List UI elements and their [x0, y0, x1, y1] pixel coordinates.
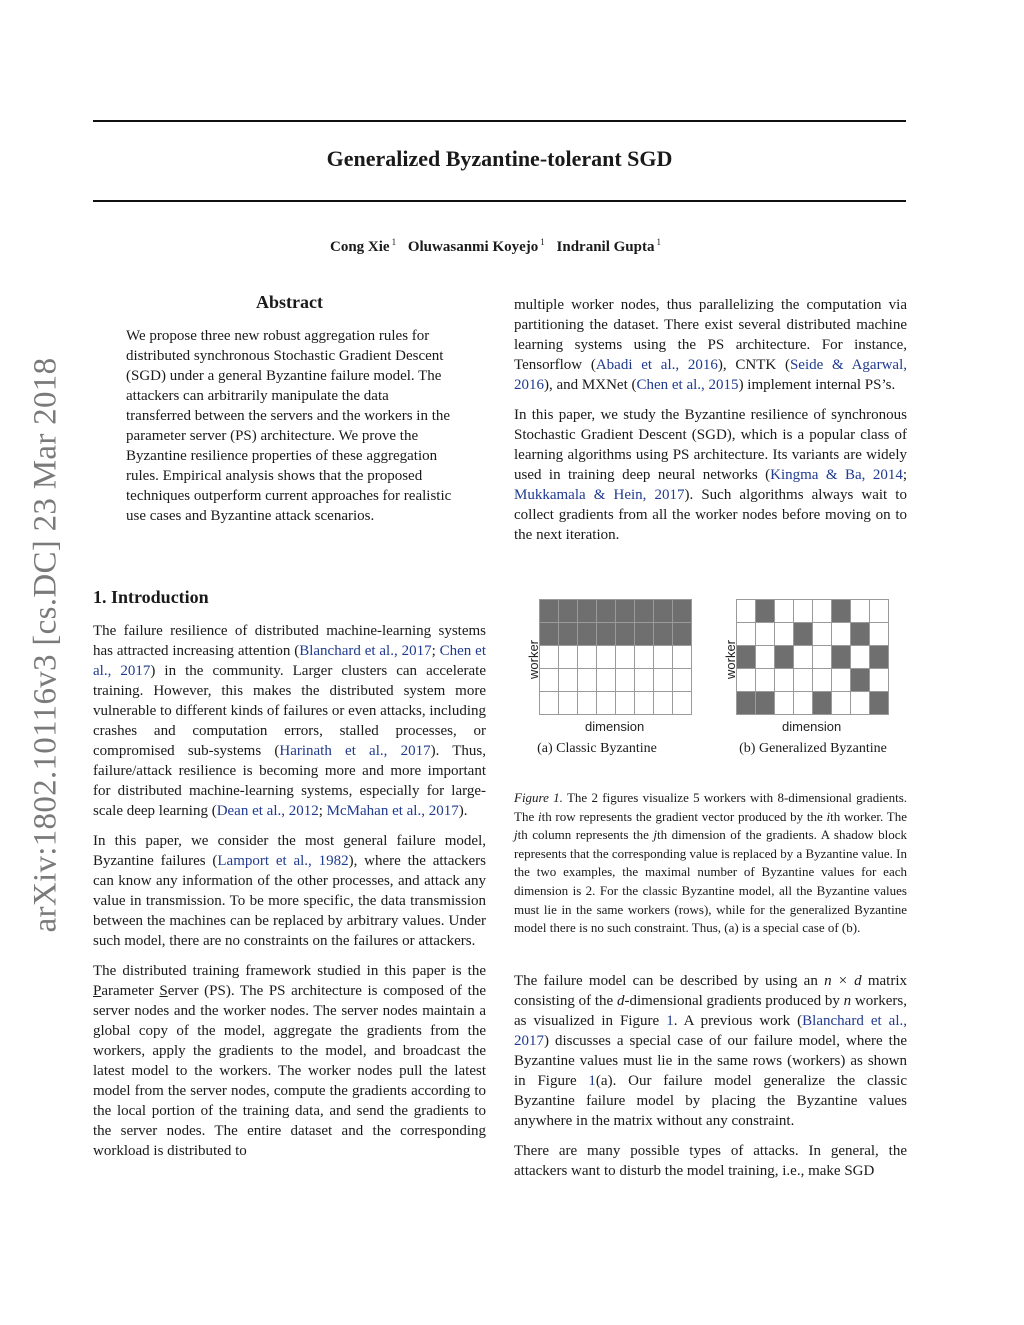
author-affiliation: 1 — [656, 237, 661, 247]
byzantine-cell — [870, 646, 889, 669]
citation-link[interactable]: Abadi et al., 2016 — [595, 357, 718, 373]
byzantine-cell — [635, 623, 654, 646]
subfigure-caption-a: (a) Classic Byzantine — [537, 741, 657, 756]
figure-reference[interactable]: 1 — [588, 1073, 596, 1089]
title-rule-top — [93, 120, 906, 122]
gradient-cell — [870, 600, 889, 623]
byzantine-cell — [832, 646, 851, 669]
right-column-bottom-text — [514, 971, 907, 1191]
gradient-cell — [737, 669, 756, 692]
gradient-cell — [832, 669, 851, 692]
gradient-cell — [832, 692, 851, 715]
intro-paragraph-3: The distributed training framework studied in this paper is the Parameter Server (PS). The PS architecture is composed of the server nodes and the worker nodes. The server nodes maintain a global copy of the model, aggregate the gradients from the workers, apply the gradients to the model, and broadcast the latest model to the workers. The worker nodes pull the latest model from the server nodes, compute the gradients according to the local portion of the training data, and send the gradients to the server nodes. The entire dataset and the corresponding workload is distributed to — [93, 963, 486, 1159]
figure-1-caption: Figure 1. The 2 figures visualize 5 workers with 8-dimensional gradients. The ith row represents the gradient vector produced by the ith worker. The jth column represents the jth dimension of the gradients. A shadow block represents that the corresponding value is replaced by a Byzantine value. In the two examples, the maximal number of Byzantine values for each dimension is 2. For the classic Byzantine model, all the Byzantine values must lie in the same workers (rows), while for the generalized Byzantine model there is no such constraint. Thus, (a) is a special case of (b). — [514, 790, 908, 936]
right-column-top-text — [514, 295, 907, 555]
citation-link[interactable]: Blanchard et al., 2017 — [299, 643, 432, 659]
gradient-cell — [851, 600, 870, 623]
gradient-cell — [813, 600, 832, 623]
author-affiliation: 1 — [391, 237, 397, 247]
figure-reference[interactable]: 1 — [666, 1013, 674, 1029]
abstract-heading: Abstract — [256, 292, 323, 312]
y-axis-label: worker — [526, 639, 541, 679]
gradient-cell — [616, 692, 635, 715]
byzantine-cell — [654, 600, 673, 623]
gradient-cell — [813, 646, 832, 669]
byzantine-cell — [673, 623, 692, 646]
matrix-grid-classic — [539, 599, 692, 715]
gradient-cell — [775, 623, 794, 646]
byzantine-cell — [813, 692, 832, 715]
right-paragraph-4: There are many possible types of attacks. In general, the attackers want to disturb the model training, i.e., make SGD — [514, 1143, 907, 1179]
gradient-cell — [832, 623, 851, 646]
author-affiliation: 1 — [540, 237, 545, 247]
intro-paragraph-1: The failure resilience of distributed machine-learning systems has attracted increasing attention (Blanchard et al., 2017; Chen et al., 2017) in the community. Larger clusters can accelerate training. However, this makes the distributed system more vulnerable to different kinds of failures or even attacks, including crashes and computation errors, stalled processes, or compromised sub-systems (Harinath et al., 2017). Thus, failure/attack resilience is becoming more and more important for distributed machine-learning systems, especially for large-scale deep learning (Dean et al., 2012; McMahan et al., 2017). — [93, 623, 487, 819]
gradient-cell — [597, 669, 616, 692]
gradient-cell — [616, 669, 635, 692]
gradient-cell — [756, 669, 775, 692]
right-paragraph-1: multiple worker nodes, thus parallelizing the computation via partitioning the dataset. There exist several distributed machine learning systems using the PS architecture. For instance, Tensorflow (Abadi et al., 2016), CNTK (Seide & Agarwal, 2016), and MXNet (Chen et al., 2015) implement internal PS’s. — [514, 297, 907, 393]
title-rule-bottom — [93, 200, 906, 202]
author-name: Cong Xie — [330, 239, 390, 255]
author-name: Indranil Gupta — [556, 239, 655, 255]
gradient-cell — [540, 692, 559, 715]
byzantine-cell — [673, 600, 692, 623]
gradient-cell — [635, 646, 654, 669]
gradient-cell — [597, 692, 616, 715]
gradient-cell — [813, 669, 832, 692]
citation-link[interactable]: McMahan et al., 2017 — [326, 803, 459, 819]
byzantine-cell — [559, 623, 578, 646]
gradient-cell — [559, 692, 578, 715]
byzantine-cell — [851, 623, 870, 646]
gradient-cell — [737, 600, 756, 623]
paper-title: Generalized Byzantine-tolerant SGD — [326, 146, 673, 171]
gradient-cell — [673, 692, 692, 715]
y-axis-label: worker — [723, 639, 738, 679]
gradient-cell — [756, 623, 775, 646]
gradient-cell — [578, 646, 597, 669]
gradient-cell — [654, 692, 673, 715]
citation-link[interactable]: Lamport et al., 1982 — [217, 853, 349, 869]
citation-link[interactable]: Blanchard et al., 2017 — [514, 1013, 907, 1049]
abstract-body: We propose three new robust aggregation rules for distributed synchronous Stochastic Gradient Descent (SGD) under a general Byzantine failure model. The attackers can arbitrarily manipulate the data transferred between the servers and the workers in the parameter server (PS) architecture. We prove the Byzantine resilience properties of these aggregation rules. Empirical analysis shows that the proposed techniques outperform current approaches for realistic use cases and Byzantine attack scenarios. — [126, 328, 452, 524]
gradient-cell — [794, 646, 813, 669]
byzantine-cell — [597, 600, 616, 623]
x-axis-label: dimension — [782, 719, 842, 734]
byzantine-cell — [737, 646, 756, 669]
gradient-cell — [737, 623, 756, 646]
gradient-cell — [540, 646, 559, 669]
citation-link[interactable]: Dean et al., 2012 — [216, 803, 319, 819]
citation-link[interactable]: Chen et al., 2015 — [636, 377, 739, 393]
byzantine-cell — [794, 623, 813, 646]
gradient-cell — [870, 623, 889, 646]
gradient-cell — [654, 646, 673, 669]
gradient-cell — [654, 669, 673, 692]
gradient-cell — [775, 669, 794, 692]
subfigure-caption-b: (b) Generalized Byzantine — [739, 741, 887, 756]
gradient-cell — [635, 692, 654, 715]
gradient-cell — [851, 692, 870, 715]
byzantine-cell — [540, 623, 559, 646]
gradient-cell — [794, 600, 813, 623]
byzantine-cell — [870, 692, 889, 715]
byzantine-cell — [635, 600, 654, 623]
byzantine-cell — [775, 646, 794, 669]
gradient-cell — [597, 646, 616, 669]
byzantine-cell — [578, 600, 597, 623]
gradient-cell — [635, 669, 654, 692]
gradient-cell — [813, 623, 832, 646]
figure-1 — [514, 595, 907, 765]
gradient-cell — [794, 692, 813, 715]
gradient-cell — [559, 646, 578, 669]
gradient-cell — [775, 692, 794, 715]
byzantine-cell — [597, 623, 616, 646]
citation-link[interactable]: Seide & Agarwal, 2016 — [514, 357, 907, 393]
gradient-cell — [540, 669, 559, 692]
gradient-cell — [756, 646, 775, 669]
gradient-cell — [578, 692, 597, 715]
x-axis-label: dimension — [585, 719, 645, 734]
byzantine-cell — [578, 623, 597, 646]
arxiv-identifier: arXiv:1802.10116v3 [cs.DC] 23 Mar 2018 — [27, 357, 64, 933]
right-paragraph-2: In this paper, we study the Byzantine resilience of synchronous Stochastic Gradient Descent (SGD), which is a popular class of learning algorithms using PS architecture. Its variants are widely used in training deep neural networks (Kingma & Ba, 2014; Mukkamala & Hein, 2017). Such algorithms always wait to collect gradients from all the worker nodes before moving on to the next iteration. — [514, 407, 907, 543]
byzantine-cell — [756, 692, 775, 715]
matrix-grid-generalized — [736, 599, 889, 715]
byzantine-cell — [654, 623, 673, 646]
byzantine-cell — [540, 600, 559, 623]
byzantine-cell — [851, 669, 870, 692]
byzantine-cell — [616, 600, 635, 623]
gradient-cell — [673, 646, 692, 669]
gradient-cell — [578, 669, 597, 692]
byzantine-cell — [832, 600, 851, 623]
right-paragraph-3: The failure model can be described by using an n × d matrix consisting of the d-dimensional gradients produced by n workers, as visualized in Figure 1. A previous work (Blanchard et al., 2017) discusses a special case of our failure model, where the Byzantine values must lie in the same rows (workers) as shown in Figure 1(a). Our failure model generalize the classic Byzantine failure model by placing the Byzantine values anywhere in the matrix without any constraint. — [514, 973, 908, 1129]
citation-link[interactable]: Mukkamala & Hein, 2017 — [514, 487, 685, 503]
gradient-cell — [673, 669, 692, 692]
intro-paragraph-2: In this paper, we consider the most general failure model, Byzantine failures (Lamport et al., 1982), where the attackers can know any information of the other processes, and attack any value in transmission. To be more specific, the data transmission between the machines can be replaced by arbitrary values. Under such model, there are no constraints on the failures or attackers. — [93, 833, 486, 949]
gradient-cell — [775, 600, 794, 623]
gradient-cell — [870, 669, 889, 692]
section-heading-introduction: 1. Introduction — [93, 587, 209, 607]
byzantine-cell — [616, 623, 635, 646]
citation-link[interactable]: Harinath et al., 2017 — [279, 743, 431, 759]
gradient-cell — [616, 646, 635, 669]
byzantine-cell — [559, 600, 578, 623]
gradient-cell — [851, 646, 870, 669]
gradient-cell — [794, 669, 813, 692]
left-column-text — [93, 621, 486, 1171]
author-list — [93, 237, 906, 256]
author-name: Oluwasanmi Koyejo — [407, 239, 539, 255]
gradient-cell — [559, 669, 578, 692]
citation-link[interactable]: Kingma & Ba, 2014 — [770, 467, 903, 483]
citation-link[interactable]: Chen et al., 2017 — [93, 643, 486, 679]
byzantine-cell — [737, 692, 756, 715]
byzantine-cell — [756, 600, 775, 623]
